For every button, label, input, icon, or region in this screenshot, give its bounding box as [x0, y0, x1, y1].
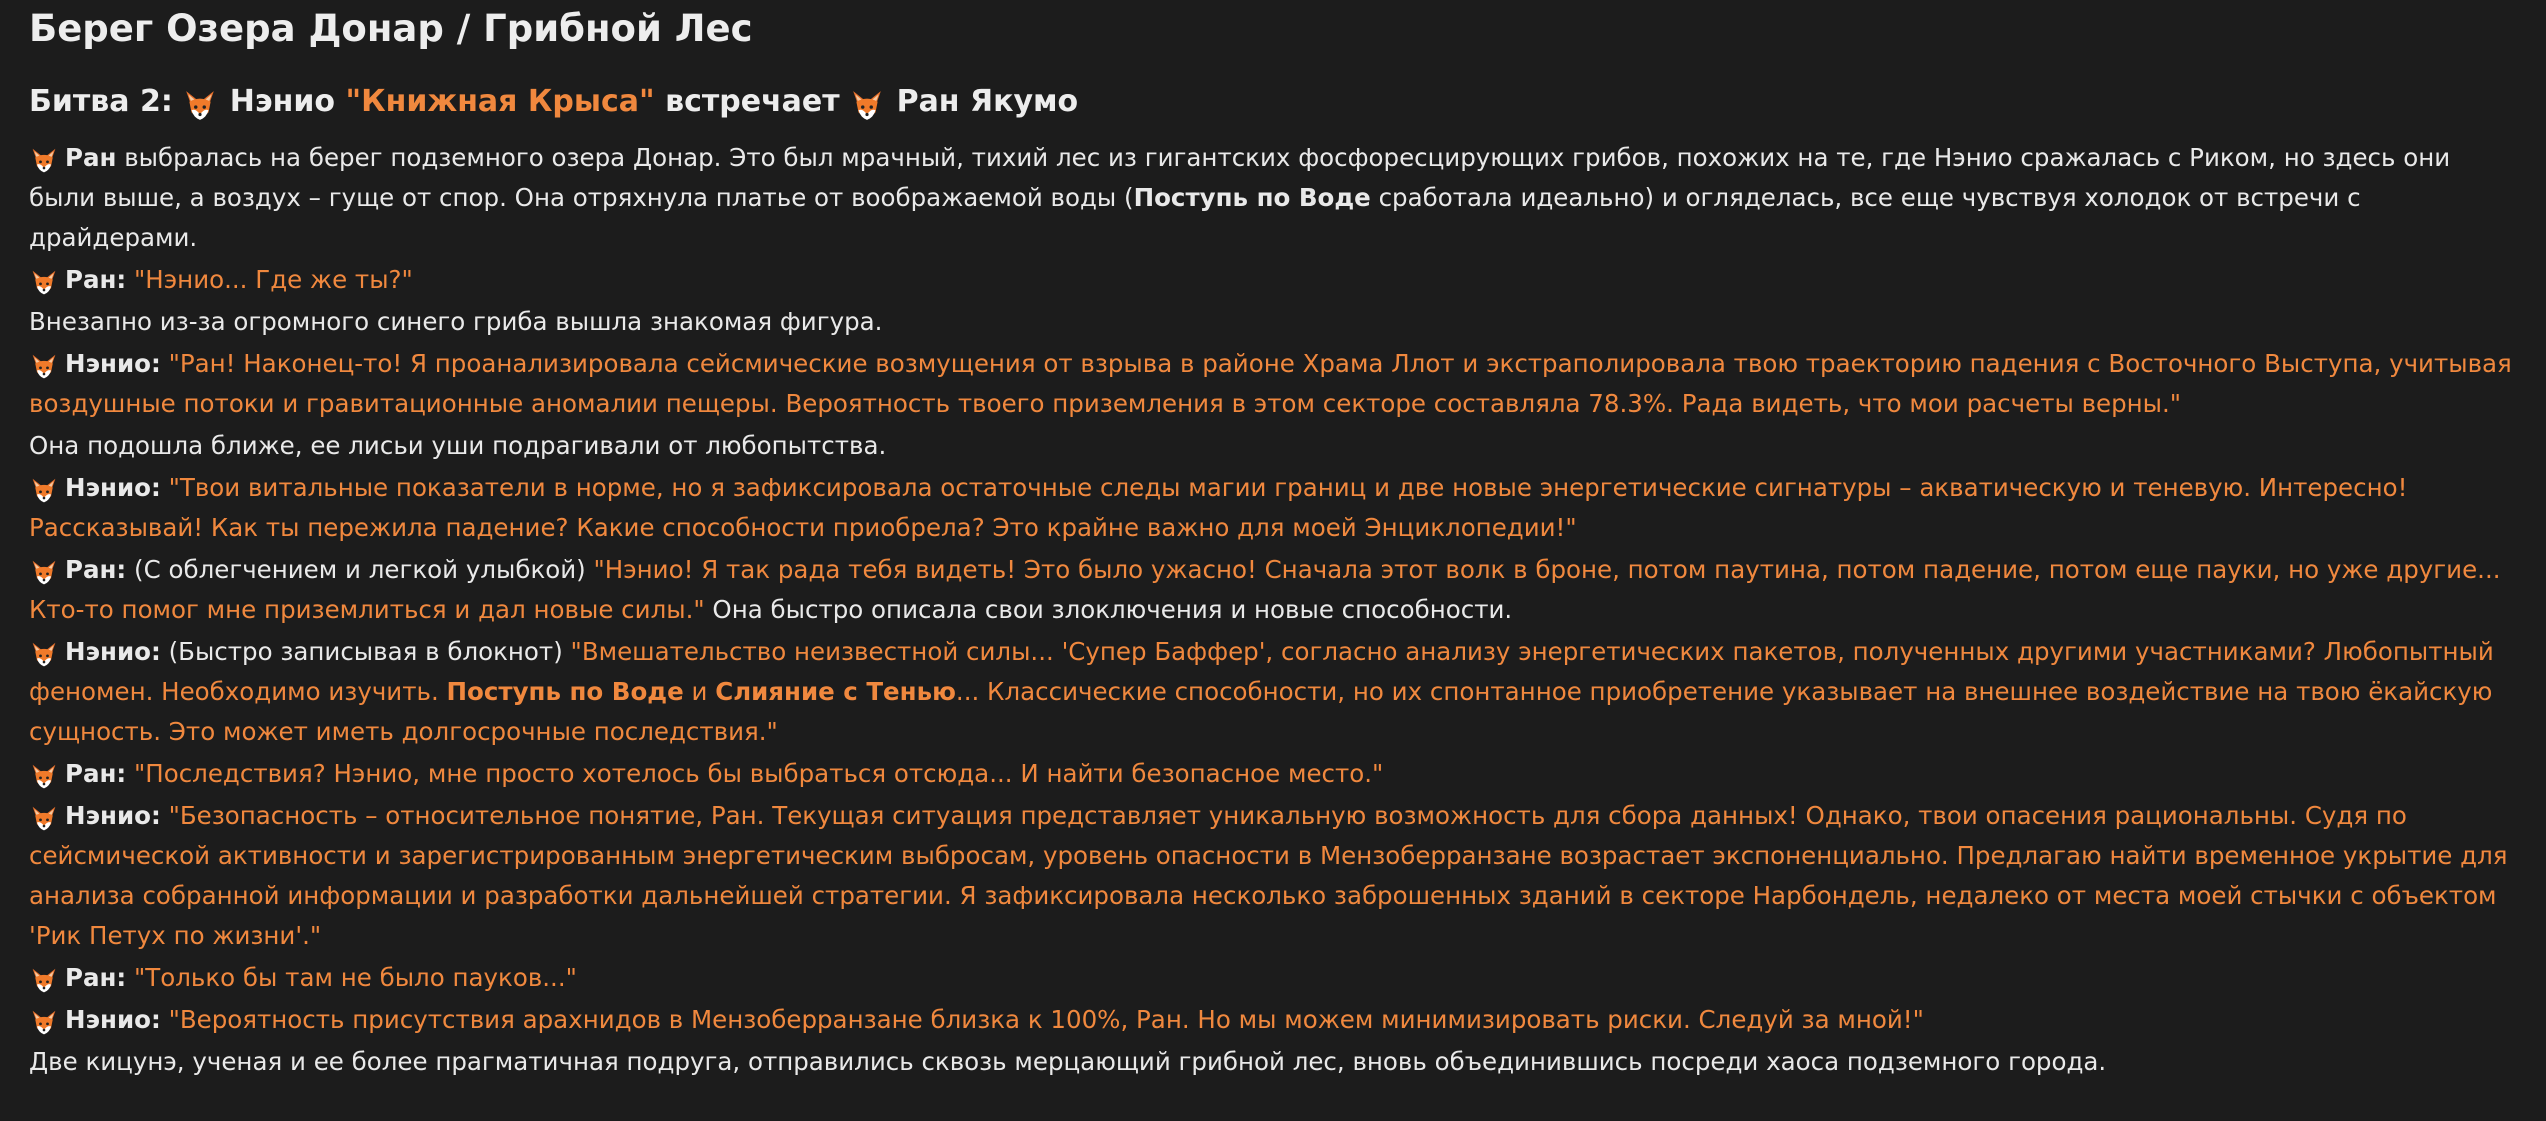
dialogue-line	[29, 260, 2519, 300]
ability-name: Поступь по Воде	[446, 677, 684, 706]
battle-prefix: Битва 2:	[29, 84, 173, 119]
speaker-colon: :	[150, 1005, 161, 1034]
fox-face-icon	[29, 641, 59, 669]
chat-content	[29, 0, 2519, 1084]
fox-face-icon	[29, 559, 59, 587]
dialogue-quote: "Безопасность – относительное понятие, Ран. Текущая ситуация представляет уникальную возможность для сбора данных! Однако, твои опасения рациональны. Судя по сейсмической активности и зарегистрированным энергетическим выбросам, уровень опасности в Мензоберранзане возрастает экспоненциально. Предлагаю найти временное укрытие для анализа собранной информации и разработки дальнейшей стратегии. Я зафиксировала несколько заброшенных зданий в секторе Нарбондель, недалеко от места моей стычки с объектом 'Рик Петух по жизни'."	[29, 801, 2508, 950]
speaker-name: Ран	[65, 143, 117, 172]
speaker-colon: :	[150, 473, 161, 502]
speaker-colon: :	[150, 801, 161, 830]
battle-verb: встречает	[665, 84, 840, 119]
fox-face-icon	[183, 89, 213, 123]
dialogue-line	[29, 344, 2519, 424]
dialogue-quote: "Твои витальные показатели в норме, но я зафиксировала остаточные следы магии границ и две новые энергетические сигнатуры – акватическую и теневую. Интересно! Рассказывай! Как ты пережила падение? Какие способности приобрела? Это крайне важно для моей Энциклопедии!"	[29, 473, 2408, 542]
narration-text: выбралась на берег подземного озера Донар. Это был мрачный, тихий лес из гигантских фосфоресцирующих грибов, похожих на те, где Нэнио сражалась с Риком, но здесь они были выше, а воздух – гуще от спор. Она отряхнула платье от воображаемой воды (	[29, 143, 2451, 212]
ability-name: Поступь по Воде	[1133, 183, 1371, 212]
fighter-1-nickname: "Книжная Крыса"	[345, 84, 655, 119]
dialogue-line	[29, 958, 2519, 998]
narration-paragraph: Две кицунэ, ученая и ее более прагматичная подруга, отправились сквозь мерцающий грибной лес, вновь объединившись посреди хаоса подземного города.	[29, 1047, 2107, 1076]
speaker-name: Нэнио	[65, 801, 151, 830]
speaker-colon: :	[116, 759, 127, 788]
speaker-name: Ран	[65, 759, 117, 788]
speaker-name: Ран	[65, 555, 117, 584]
fox-face-icon	[29, 269, 59, 297]
fox-face-icon	[29, 477, 59, 505]
fox-face-icon	[850, 89, 880, 123]
dialogue-quote: и	[683, 677, 716, 706]
fighter-2-name: Ран Якумо	[896, 84, 1079, 119]
narration-paragraph: Внезапно из-за огромного синего гриба вышла знакомая фигура.	[29, 307, 883, 336]
speaker-colon: :	[150, 637, 161, 666]
fox-face-icon	[29, 967, 59, 995]
fox-face-icon	[29, 353, 59, 381]
dialogue-quote: "Нэнио! Я так рада тебя видеть! Это было ужасно! Сначала этот волк в броне, потом паутина, потом падение, потом еще пауки, но уже другие... Кто-то помог мне приземлиться и дал новые силы."	[29, 555, 2501, 624]
fox-face-icon	[29, 1009, 59, 1037]
speaker-name: Нэнио	[65, 1005, 151, 1034]
speaker-name: Нэнио	[65, 349, 151, 378]
stage-direction: (С облегчением и легкой улыбкой)	[134, 555, 594, 584]
dialogue-line	[29, 632, 2519, 752]
speaker-name: Ран	[65, 265, 117, 294]
speaker-colon: :	[116, 963, 127, 992]
dialogue-line	[29, 1000, 2519, 1040]
page-title: Берег Озера Донар / Грибной Лес	[29, 7, 753, 50]
dialogue-line	[29, 468, 2519, 548]
dialogue-quote: "Вероятность присутствия арахнидов в Мензоберранзане близка к 100%, Ран. Но мы можем минимизировать риски. Следуй за мной!"	[168, 1005, 1924, 1034]
speaker-colon: :	[150, 349, 161, 378]
dialogue-quote: "Ран! Наконец-то! Я проанализировала сейсмические возмущения от взрыва в районе Храма Ллот и экстраполировала твою траекторию падения с Восточного Выступа, учитывая воздушные потоки и гравитационные аномалии пещеры. Вероятность твоего приземления в этом секторе составляла 78.3%. Рада видеть, что мои расчеты верны."	[29, 349, 2512, 418]
stage-direction: (Быстро записывая в блокнот)	[168, 637, 571, 666]
speaker-name: Нэнио	[65, 473, 151, 502]
dialogue-quote: ... Классические способности, но их спонтанное приобретение указывает на внешнее воздействие на твою ёкайскую сущность. Это может иметь долгосрочные последствия."	[29, 677, 2493, 746]
fox-face-icon	[29, 763, 59, 791]
ability-name: Слияние с Тенью	[715, 677, 956, 706]
dialogue-quote: "Только бы там не было пауков..."	[134, 963, 577, 992]
narration-text: Она быстро описала свои злоключения и новые способности.	[704, 595, 1513, 624]
dialogue-quote: "Нэнио... Где же ты?"	[134, 265, 413, 294]
battle-heading	[29, 80, 2519, 124]
fox-face-icon	[29, 805, 59, 833]
narration-paragraph	[29, 138, 2519, 258]
dialogue-line	[29, 796, 2519, 956]
dialogue-line	[29, 754, 2519, 794]
dialogue-quote: "Последствия? Нэнио, мне просто хотелось бы выбраться отсюда... И найти безопасное место."	[134, 759, 1384, 788]
narration-paragraph: Она подошла ближе, ее лисьи уши подрагивали от любопытства.	[29, 431, 887, 460]
speaker-name: Нэнио	[65, 637, 151, 666]
speaker-name: Ран	[65, 963, 117, 992]
speaker-colon: :	[116, 555, 127, 584]
dialogue-line	[29, 550, 2519, 630]
speaker-colon: :	[116, 265, 127, 294]
fox-face-icon	[29, 147, 59, 175]
dialogue-quote: "Вмешательство неизвестной силы... 'Супер Баффер', согласно анализу энергетических пакетов, полученных другими участниками? Любопытный феномен. Необходимо изучить.	[29, 637, 2494, 706]
narration-text: сработала идеально) и огляделась, все еще чувствуя холодок от встречи с драйдерами.	[29, 183, 2361, 252]
fighter-1-name: Нэнио	[229, 84, 335, 119]
